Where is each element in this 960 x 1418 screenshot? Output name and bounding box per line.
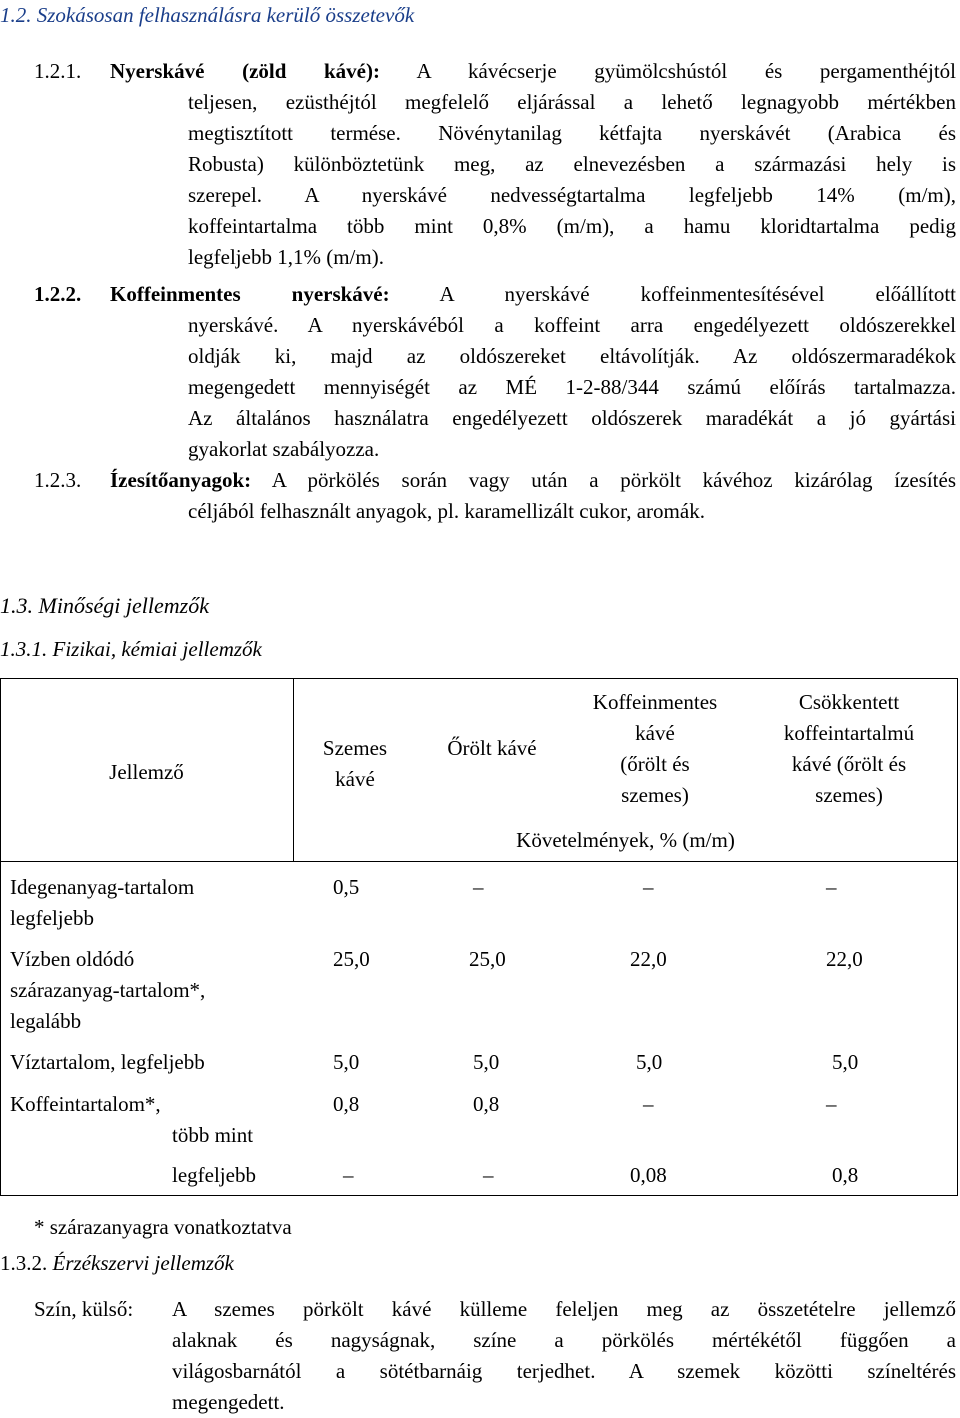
table-cell: 5,0 <box>636 1050 663 1074</box>
table-cell: 5,0 <box>832 1050 859 1074</box>
item-1-2-1-number: 1.2.1. <box>34 59 82 83</box>
table-cell: – <box>826 1092 837 1116</box>
table-cell: – <box>473 875 484 899</box>
sensory-line: megengedett. <box>172 1390 285 1414</box>
section-1-3-2-title: 1.3.2. Érzékszervi jellemzők <box>0 1251 234 1275</box>
table-cell: 0,08 <box>630 1163 667 1187</box>
table-cell: – <box>643 875 654 899</box>
table-requirements-label: Követelmények, % (m/m) <box>516 828 735 852</box>
sensory-line: alaknak és nagyságnak, színe a pörkölés mértékétől függően a <box>172 1328 956 1352</box>
table-cell: 25,0 <box>333 947 370 971</box>
sensory-label: Szín, külső: <box>34 1297 134 1321</box>
item-1-2-2-line: Az általános használatra engedélyezett oldószerek maradékát a jó gyártási <box>188 406 956 430</box>
table-row-label: Idegenanyag-tartalom legfeljebb <box>10 875 195 930</box>
item-1-2-1-line: teljesen, ezüsthéjtól megfelelő eljárással a lehető legnagyobb mértékben <box>188 90 956 114</box>
table-cell: 0,8 <box>333 1092 360 1116</box>
table-footnote: * szárazanyagra vonatkoztatva <box>34 1215 292 1239</box>
item-1-2-2-line: megengedett mennyiségét az MÉ 1-2-88/344 számú előírás tartalmazza. <box>188 375 956 399</box>
item-1-2-1-term: Nyerskávé (zöld kávé): <box>110 59 380 83</box>
item-1-2-2-line: gyakorlat szabályozza. <box>188 437 380 461</box>
table-cell: – <box>483 1163 494 1187</box>
table-cell: 5,0 <box>333 1050 360 1074</box>
table-header-col-3: Koffeinmentes kávé (őrölt és szemes) <box>592 690 718 807</box>
table-header-divider <box>0 861 958 862</box>
item-1-2-2-term: Koffeinmentes nyerskávé: <box>110 282 390 306</box>
item-1-2-1-line: szerepel. A nyerskávé nedvességtartalma legfeljebb 14% (m/m), <box>188 183 956 207</box>
table-header-characteristic: Jellemző <box>109 760 184 784</box>
sensory-line: A szemes pörkölt kávé külleme feleljen meg az összetételre jellemző <box>172 1297 956 1321</box>
table-cell: – <box>826 875 837 899</box>
section-1-3-title: 1.3. Minőségi jellemzők <box>0 593 209 618</box>
item-1-2-3-number: 1.2.3. <box>34 468 82 492</box>
item-1-2-3-first-line: Ízesítőanyagok: A pörkölés során vagy után a pörkölt kávéhoz kizárólag ízesítés <box>110 468 957 492</box>
item-1-2-2-number: 1.2.2. <box>34 282 82 306</box>
item-1-2-1-line: legfeljebb 1,1% (m/m). <box>188 245 384 269</box>
item-1-2-2-line: nyerskávé. A nyerskávéból a koffeint arra engedélyezett oldószerekkel <box>188 313 956 337</box>
item-1-2-2-first-line: Koffeinmentes nyerskávé: A nyerskávé koffeinmentesítésével előállított <box>110 282 956 306</box>
table-row-label: Víztartalom, legfeljebb <box>10 1050 205 1074</box>
item-1-2-3-line: céljából felhasznált anyagok, pl. karamellizált cukor, aromák. <box>188 499 705 523</box>
item-1-2-2-line: oldják ki, majd az oldószereket eltávolítják. Az oldószermaradékok <box>188 344 956 368</box>
item-1-2-1-line: megtisztított termése. Növénytanilag kétfajta nyerskávét (Arabica és <box>188 121 956 145</box>
table-row-label: legfeljebb <box>172 1163 256 1187</box>
table-cell: 0,5 <box>333 875 360 899</box>
section-1-3-1-title: 1.3.1. Fizikai, kémiai jellemzők <box>0 637 262 661</box>
item-1-2-3-term: Ízesítőanyagok: <box>110 468 252 492</box>
item-1-2-1-line: koffeintartalma több mint 0,8% (m/m), a hamu kloridtartalma pedig <box>188 214 956 238</box>
table-cell: 0,8 <box>473 1092 500 1116</box>
table-row-label: Vízben oldódó szárazanyag-tartalom*, legalább <box>10 947 206 1033</box>
table-cell: 5,0 <box>473 1050 500 1074</box>
table-cell: – <box>643 1092 654 1116</box>
item-1-2-1-line: Robusta) különböztetünk meg, az elnevezésben a származási hely is <box>188 152 956 176</box>
sensory-line: világosbarnától a sötétbarnáig terjedhet. A szemek közötti színeltérés <box>172 1359 956 1383</box>
table-cell: – <box>343 1163 354 1187</box>
table-cell: 25,0 <box>469 947 506 971</box>
table-header-col-2: Őrölt kávé <box>447 736 537 760</box>
table-header-col-1: Szemes kávé <box>322 736 388 791</box>
table-cell: 22,0 <box>630 947 667 971</box>
section-1-2-title: 1.2. Szokásosan felhasználásra kerülő összetevők <box>0 3 415 27</box>
table-row-label: Koffeintartalom*, több mint <box>10 1092 254 1147</box>
table-cell: 0,8 <box>832 1163 859 1187</box>
table-header-col-4: Csökkentett koffeintartalmú kávé (őrölt és szemes) <box>783 690 915 807</box>
table-cell: 22,0 <box>826 947 863 971</box>
item-1-2-1-first-line: Nyerskávé (zöld kávé): A kávécserje gyümölcshústól és pergamenthéjtól <box>110 59 956 83</box>
